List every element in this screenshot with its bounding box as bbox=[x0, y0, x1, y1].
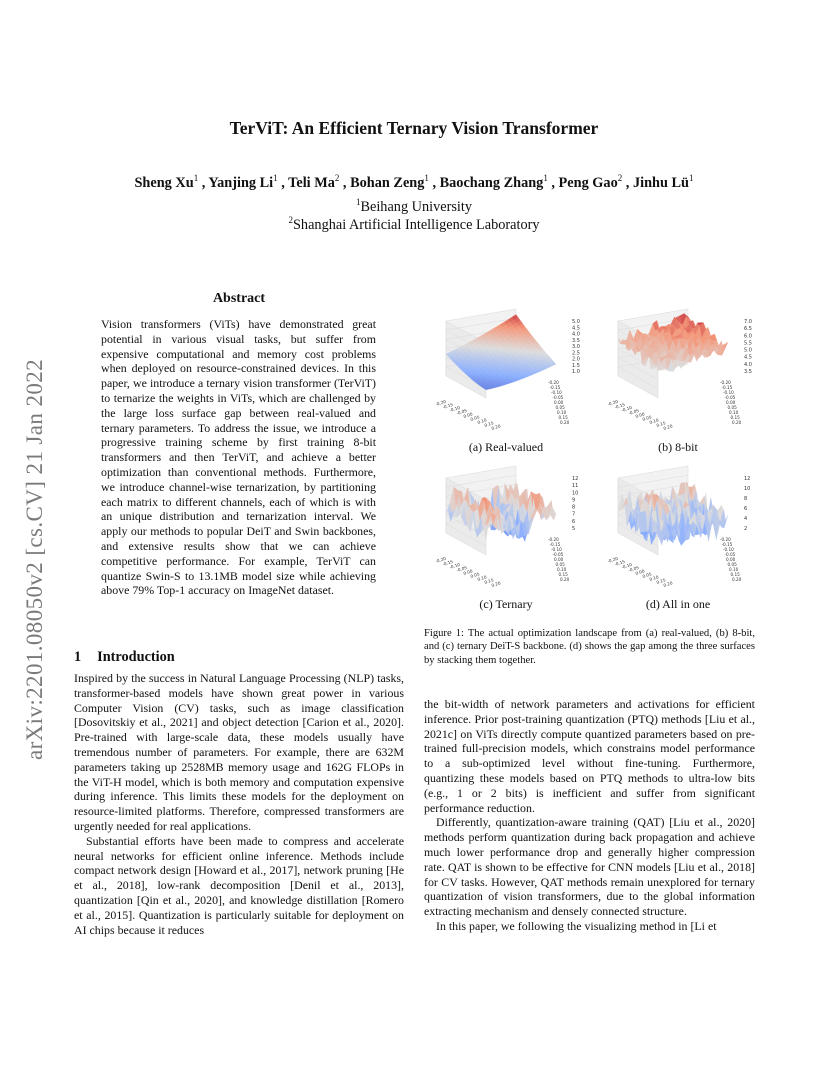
figure-caption: Figure 1: The actual optimization landscape from (a) real-valued, (b) 8-bit, and (c) ternary DeiT-S backbone. (d) shows the gap among the three surfaces by stacking them together. bbox=[424, 628, 755, 666]
x-tick-label: 0.10 bbox=[648, 417, 660, 425]
z-tick-label: 10 bbox=[572, 490, 579, 497]
y-tick-label: 0.20 bbox=[560, 577, 570, 582]
y-tick-label: 0.00 bbox=[554, 557, 564, 562]
y-tick-label: -0.05 bbox=[724, 395, 736, 400]
section-heading: 1 Introduction bbox=[74, 649, 175, 665]
arxiv-identifier: arXiv:2201.08050v2 [cs.CV] 21 Jan 2022 bbox=[22, 358, 47, 760]
x-tick-label: 0.05 bbox=[641, 414, 653, 422]
y-tick-label: 0.20 bbox=[732, 577, 742, 582]
affiliation-2: $^2$Shanghai Artificial Intelligence Laboratory bbox=[288, 215, 540, 233]
y-tick-label: 0.15 bbox=[730, 572, 740, 577]
y-tick-label: -0.15 bbox=[549, 542, 561, 547]
author-name: Yanjing Li bbox=[208, 174, 274, 191]
z-tick-label: 4 bbox=[744, 516, 748, 522]
x-tick-label: 0.00 bbox=[462, 568, 474, 576]
author-name: Peng Gao bbox=[558, 174, 618, 191]
z-tick-label: 8 bbox=[572, 504, 576, 511]
x-tick-label: -0.20 bbox=[434, 555, 447, 564]
surface-plot-a bbox=[426, 308, 586, 438]
y-tick-label: 0.20 bbox=[732, 420, 742, 425]
y-tick-label: -0.10 bbox=[551, 547, 562, 552]
y-tick-label: 0.20 bbox=[560, 420, 570, 425]
author-name: Baochang Zhang bbox=[439, 174, 544, 191]
z-tick-label: 7 bbox=[572, 511, 576, 518]
panel-a-label: (a) Real-valued bbox=[468, 440, 544, 454]
z-tick-label: 5 bbox=[572, 526, 576, 532]
author-list: Sheng Xu$^1$ , Yanjing Li$^1$ , Teli Ma$^2$ , Bohan Zeng$^1$ , Baochang Zhang$^1$ , Peng Gao$^2$ , Jinhu $Lü^1$ bbox=[134, 173, 694, 191]
author-affiliation-mark: 2 bbox=[334, 173, 340, 183]
y-tick-label: -0.20 bbox=[720, 380, 731, 385]
z-tick-label: 2.0 bbox=[572, 356, 580, 363]
y-tick-label: 0.05 bbox=[727, 405, 737, 410]
y-tick-label: -0.10 bbox=[723, 390, 734, 395]
intro-paragraph-4: Differently, quantization-aware training (QAT) [Liu et al., 2020] methods perform quantization during back propagation and achieve much lower performance drop and generally higher compression rate. QAT is shown to be effective for CNN models [Liu et al., 2018] for CV tasks. However, QAT methods remain unexplored for ternary quantization of vision transformers, due to the global information extracting mechanism and densely connected structure. bbox=[424, 815, 755, 919]
z-tick-label: 4.0 bbox=[744, 361, 752, 368]
y-tick-label: 0.10 bbox=[729, 567, 739, 572]
z-tick-label: 6.0 bbox=[744, 333, 752, 340]
z-tick-label: 12 bbox=[572, 476, 579, 482]
surface-plot-c bbox=[426, 465, 586, 595]
z-tick-label: 6 bbox=[744, 506, 748, 512]
x-tick-label: 0.15 bbox=[655, 420, 667, 428]
z-tick-label: 7.0 bbox=[744, 319, 752, 325]
z-tick-label: 3.0 bbox=[572, 344, 580, 350]
z-tick-label: 6.5 bbox=[744, 326, 752, 333]
figure-panel-b bbox=[598, 308, 758, 438]
intro-right-column bbox=[424, 697, 755, 934]
intro-paragraph-1: Inspired by the success in Natural Language Processing (NLP) tasks, transformer-based models have shown great power in various Computer Vision (CV) tasks, such as image classification [Dosovitskiy et al., 2021] and object detection [Carion et al., 2020]. Pre-trained with large-scale data, these models usually have tremendous number of parameters. For example, there are 632M parameters taking up 2528MB memory usage and 162G FLOPs in the ViT-H model, which is both memory and computation expensive during inference. This limits these models for the deployment on resource-limited platforms. Therefore, compressed transformers are urgently needed for real applications. bbox=[74, 671, 404, 833]
author-affiliation-mark: 1 bbox=[424, 173, 429, 183]
z-tick-label: 1.5 bbox=[572, 362, 580, 369]
x-tick-label: -0.15 bbox=[441, 401, 454, 410]
y-tick-label: -0.05 bbox=[724, 552, 736, 557]
z-tick-label: 5.5 bbox=[744, 340, 752, 347]
z-tick-label: 6 bbox=[572, 518, 576, 525]
y-tick-label: 0.10 bbox=[557, 410, 567, 415]
surface-plot-body bbox=[446, 309, 556, 398]
y-tick-label: 0.10 bbox=[557, 567, 567, 572]
abstract-heading: Abstract bbox=[212, 291, 266, 306]
author-name: Jinhu Lü bbox=[632, 174, 689, 191]
surface-plot-body bbox=[618, 466, 728, 555]
z-tick-label: 9 bbox=[572, 497, 576, 504]
x-tick-label: -0.20 bbox=[606, 555, 619, 564]
author-affiliation-mark: 1 bbox=[193, 173, 199, 183]
z-tick-label: 2.5 bbox=[572, 350, 580, 357]
z-tick-label: 3.5 bbox=[572, 337, 580, 344]
author-affiliation-mark: 2 bbox=[617, 173, 623, 183]
z-tick-label: 12 bbox=[744, 476, 751, 482]
y-tick-label: 0.15 bbox=[730, 415, 740, 420]
surface-plot-body bbox=[618, 309, 728, 398]
figure-panel-a bbox=[426, 308, 586, 438]
author-affiliation-mark: 1 bbox=[543, 173, 548, 183]
y-tick-label: 0.00 bbox=[726, 557, 736, 562]
x-tick-label: 0.10 bbox=[476, 574, 488, 582]
y-tick-label: -0.05 bbox=[552, 395, 564, 400]
surface-plot-d bbox=[598, 465, 758, 595]
y-tick-label: -0.15 bbox=[721, 385, 733, 390]
z-tick-label: 11 bbox=[572, 483, 579, 490]
x-tick-label: 0.15 bbox=[483, 577, 495, 585]
surface-plot-body bbox=[446, 466, 556, 555]
author-name: Sheng Xu bbox=[134, 174, 194, 191]
x-tick-label: -0.20 bbox=[606, 398, 619, 407]
x-tick-label: 0.05 bbox=[469, 571, 481, 579]
x-tick-label: -0.05 bbox=[455, 407, 468, 416]
x-tick-label: 0.10 bbox=[648, 574, 660, 582]
x-tick-label: -0.10 bbox=[448, 404, 461, 413]
y-tick-label: 0.15 bbox=[558, 415, 568, 420]
surface-plot-b bbox=[598, 308, 758, 438]
z-tick-label: 1.0 bbox=[572, 369, 580, 375]
x-tick-label: 0.00 bbox=[634, 568, 646, 576]
y-tick-label: 0.10 bbox=[729, 410, 739, 415]
x-tick-label: -0.10 bbox=[620, 404, 633, 413]
z-tick-label: 8 bbox=[744, 496, 748, 502]
x-tick-label: -0.05 bbox=[627, 407, 640, 416]
figure-panel-d bbox=[598, 465, 758, 595]
z-tick-label: 10 bbox=[744, 486, 751, 492]
z-tick-label: 5.0 bbox=[744, 347, 752, 354]
z-tick-label: 4.5 bbox=[744, 354, 752, 361]
x-tick-label: 0.00 bbox=[634, 411, 646, 419]
x-tick-label: -0.15 bbox=[613, 558, 626, 567]
x-tick-label: -0.15 bbox=[441, 558, 454, 567]
x-tick-label: 0.10 bbox=[476, 417, 488, 425]
y-tick-label: 0.15 bbox=[558, 572, 568, 577]
y-tick-label: -0.20 bbox=[548, 537, 559, 542]
y-tick-label: 0.00 bbox=[726, 400, 736, 405]
z-tick-label: 4.5 bbox=[572, 325, 580, 332]
x-tick-label: 0.00 bbox=[462, 411, 474, 419]
x-tick-label: 0.20 bbox=[490, 580, 502, 588]
y-tick-label: -0.05 bbox=[552, 552, 564, 557]
x-tick-label: 0.05 bbox=[641, 571, 653, 579]
y-tick-label: 0.05 bbox=[727, 562, 737, 567]
y-tick-label: -0.20 bbox=[720, 537, 731, 542]
x-tick-label: -0.20 bbox=[434, 398, 447, 407]
x-tick-label: 0.20 bbox=[490, 423, 502, 431]
z-tick-label: 4.0 bbox=[572, 331, 580, 338]
author-name: Bohan Zeng bbox=[350, 174, 425, 191]
panel-d-label: (d) All in one bbox=[645, 597, 711, 611]
author-name: Teli Ma bbox=[288, 174, 335, 191]
x-tick-label: 0.15 bbox=[655, 577, 667, 585]
panel-c-label: (c) Ternary bbox=[479, 597, 533, 611]
author-affiliation-mark: 1 bbox=[689, 173, 694, 183]
y-tick-label: -0.10 bbox=[551, 390, 562, 395]
author-affiliation-mark: 1 bbox=[273, 173, 278, 183]
panel-b-label: (b) 8-bit bbox=[658, 440, 698, 454]
paper-title: TerViT: An Efficient Ternary Vision Transformer bbox=[229, 118, 599, 138]
z-tick-label: 2 bbox=[744, 526, 748, 532]
intro-paragraph-2: Substantial efforts have been made to compress and accelerate neural networks for efficient online inference. Methods include compact network design [Howard et al., 2017], network pruning [He et al., 2018], low-rank decomposition [Denil et al., 2013], quantization [Qin et al., 2020], and knowledge distillation [Romero et al., 2015]. Quantization is particularly suitable for deployment on AI chips because it reduces bbox=[74, 833, 404, 937]
x-tick-label: 0.20 bbox=[662, 423, 674, 431]
x-tick-label: -0.15 bbox=[613, 401, 626, 410]
intro-paragraph-5: In this paper, we following the visualizing method in [Li et bbox=[436, 918, 717, 933]
x-tick-label: 0.15 bbox=[483, 420, 495, 428]
z-tick-label: 5.0 bbox=[572, 319, 580, 325]
figure-panel-c bbox=[426, 465, 586, 595]
intro-left-column bbox=[74, 671, 404, 937]
x-tick-label: -0.05 bbox=[455, 564, 468, 573]
y-tick-label: 0.05 bbox=[555, 405, 565, 410]
x-tick-label: -0.05 bbox=[627, 564, 640, 573]
x-tick-label: -0.10 bbox=[448, 561, 461, 570]
x-tick-label: -0.10 bbox=[620, 561, 633, 570]
y-tick-label: -0.15 bbox=[549, 385, 561, 390]
z-tick-label: 3.5 bbox=[744, 369, 752, 375]
y-tick-label: 0.00 bbox=[554, 400, 564, 405]
x-tick-label: 0.20 bbox=[662, 580, 674, 588]
y-tick-label: 0.05 bbox=[555, 562, 565, 567]
x-tick-label: 0.05 bbox=[469, 414, 481, 422]
intro-paragraph-3: the bit-width of network parameters and activations for efficient inference. Prior post-training quantization (PTQ) methods [Liu et al., 2021c] on ViTs directly compute quantized parameters based on pre-trained full-precision models, which constrains model performance to a sub-optimized level without fine-tuning. Furthermore, quantizing these models based on PTQ methods to ultra-low bits (e.g., 1 or 2 bits) is inefficient and suffer from significant performance reduction. bbox=[424, 697, 755, 815]
y-tick-label: -0.20 bbox=[548, 380, 559, 385]
affiliation-1: $^1$Beihang University bbox=[355, 197, 473, 215]
y-tick-label: -0.15 bbox=[721, 542, 733, 547]
y-tick-label: -0.10 bbox=[723, 547, 734, 552]
abstract-text: Vision transformers (ViTs) have demonstrated great potential in various visual tasks, but suffer from expensive computational and memory cost problems when deployed on resource-constrained devices. In this paper, we introduce a ternary vision transformer (TerViT) to ternarize the weights in ViTs, which are challenged by the large loss surface gap between real-valued and ternary parameters. To address the issue, we introduce a progressive training scheme by first training 8-bit transformers and then TerViT, and achieve a better optimization than conventional methods. Furthermore, we introduce channel-wise ternarization, by partitioning each matrix to different channels, each of which is with an unique distribution and ternarization interval. We apply our methods to popular DeiT and Swin backbones, and extensive results show that we can achieve competitive performance. For example, TerViT can quantize Swin-S to 13.1MB model size while achieving above 79% Top-1 accuracy on ImageNet dataset. bbox=[101, 317, 376, 598]
